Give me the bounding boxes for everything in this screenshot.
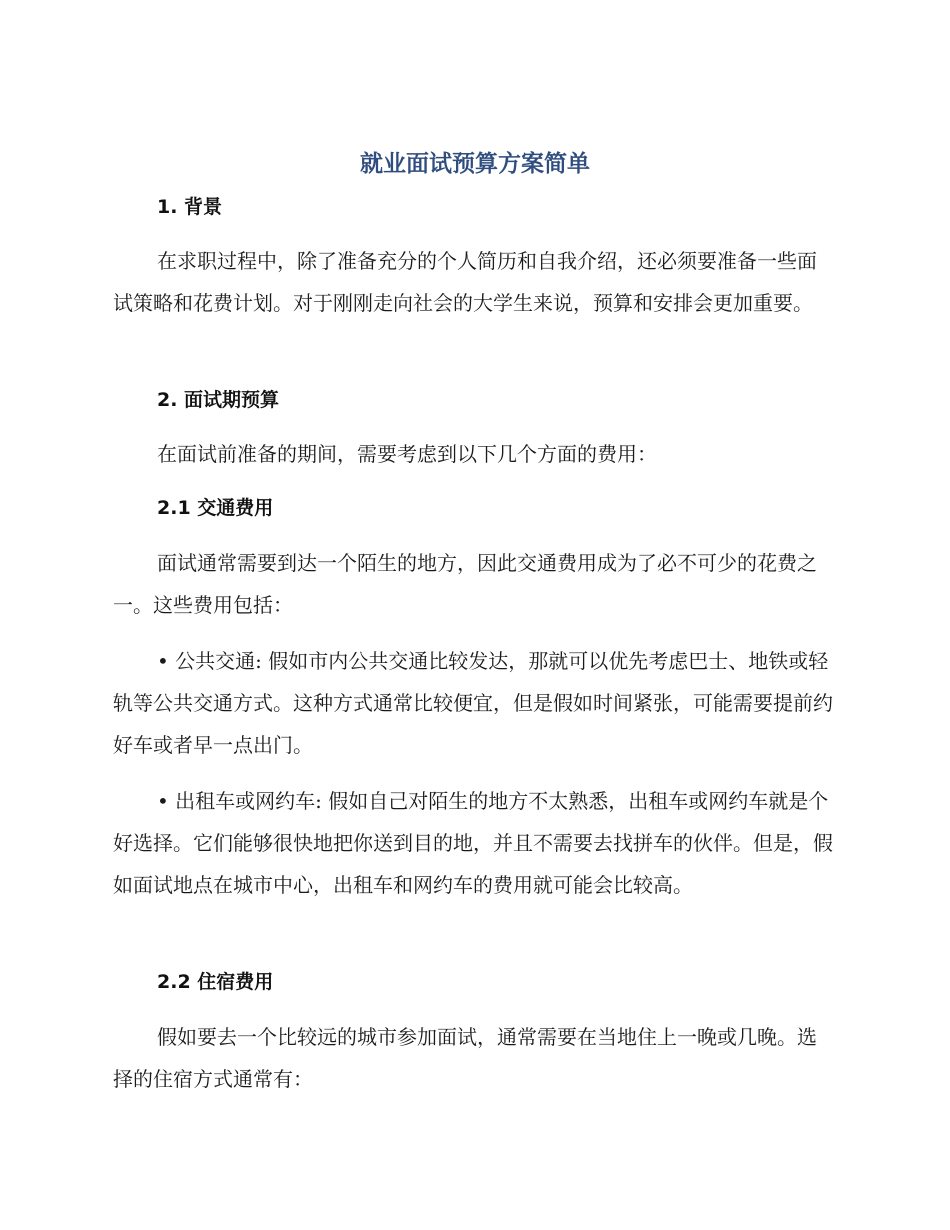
paragraph-budget: 在面试前准备的期间，需要考虑到以下几个方面的费用： (157, 442, 657, 466)
list-item-taxi: • 出租车或网约车: 假如自己对陌生的地方不太熟悉，出租车或网约车就是个好选择。它们能够很快地把你送到目的地，并且不需要去找拼车的伙伴。但是，假如面试地点在城市中心，出租车和网约车的费用就可能会比较高。 (113, 789, 833, 897)
section-heading-background: 1. 背景 (157, 196, 223, 218)
section-heading-transport: 2.1 交通费用 (157, 497, 274, 519)
section-heading-budget: 2. 面试期预算 (157, 389, 280, 411)
paragraph-background: 在求职过程中，除了准备充分的个人简历和自我介绍，还必须要准备一些面试策略和花费计划。对于刚刚走向社会的大学生来说，预算和安排会更加重要。 (113, 249, 817, 315)
paragraph-lodging-intro: 假如要去一个比较远的城市参加面试，通常需要在当地住上一晚或几晚。选择的住宿方式通常有： (113, 1025, 817, 1091)
paragraph-transport-intro: 面试通常需要到达一个陌生的地方，因此交通费用成为了必不可少的花费之一。这些费用包括： (113, 551, 817, 617)
section-heading-lodging: 2.2 住宿费用 (157, 971, 274, 993)
document-title: 就业面试预算方案简单 (360, 151, 590, 177)
list-item-public-transport: • 公共交通: 假如市内公共交通比较发达，那就可以优先考虑巴士、地铁或轻轨等公共交通方式。这种方式通常比较便宜，但是假如时间紧张，可能需要提前约好车或者早一点出门。 (113, 649, 833, 757)
